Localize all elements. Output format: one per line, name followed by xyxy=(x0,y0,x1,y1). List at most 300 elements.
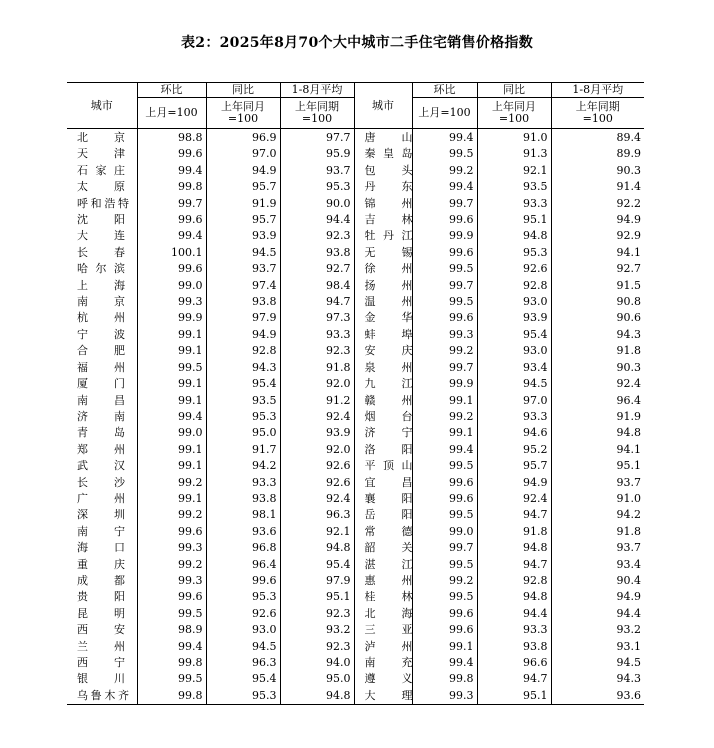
header-avg-left: 1-8月平均 xyxy=(280,83,354,98)
city-name-cell xyxy=(67,278,137,294)
avg-value-cell: 95.1 xyxy=(551,458,644,474)
mom-value-cell: 99.3 xyxy=(137,294,206,310)
table-row xyxy=(67,163,644,179)
avg-value-cell: 94.0 xyxy=(280,655,354,671)
city-name: 长 春 xyxy=(77,245,125,259)
avg-value-cell: 93.7 xyxy=(551,540,644,556)
city-name-cell xyxy=(354,557,412,573)
avg-value-cell: 92.9 xyxy=(551,228,644,244)
yoy-value-cell: 94.7 xyxy=(477,507,551,523)
city-name: 丹 东 xyxy=(364,180,412,194)
city-name: 南 昌 xyxy=(77,393,125,407)
avg-value-cell: 92.3 xyxy=(280,639,354,655)
yoy-value-cell: 94.6 xyxy=(477,425,551,441)
table-row xyxy=(67,589,644,605)
mom-value-cell: 98.8 xyxy=(137,129,206,147)
yoy-value-cell: 95.4 xyxy=(206,671,280,687)
city-name: 平 顶 山 xyxy=(364,459,412,473)
yoy-value-cell: 94.5 xyxy=(206,245,280,261)
mom-value-cell: 99.1 xyxy=(137,327,206,343)
mom-value-cell: 99.3 xyxy=(412,688,477,705)
city-name-cell xyxy=(67,639,137,655)
table-row xyxy=(67,245,644,261)
city-name-cell xyxy=(354,129,412,147)
yoy-value-cell: 94.8 xyxy=(477,540,551,556)
city-name: 宁 波 xyxy=(77,327,125,341)
city-name: 锦 州 xyxy=(364,196,412,210)
table-row xyxy=(67,278,644,294)
city-name: 泉 州 xyxy=(364,360,412,374)
price-index-table xyxy=(67,82,644,705)
yoy-value-cell: 95.2 xyxy=(477,442,551,458)
city-name-cell xyxy=(67,146,137,162)
avg-value-cell: 94.9 xyxy=(551,589,644,605)
header-avg-right: 1-8月平均 xyxy=(551,83,644,98)
mom-value-cell: 99.3 xyxy=(412,327,477,343)
avg-value-cell: 94.3 xyxy=(551,671,644,687)
mom-value-cell: 99.1 xyxy=(412,639,477,655)
city-name: 南 宁 xyxy=(77,524,125,538)
mom-value-cell: 99.4 xyxy=(412,442,477,458)
city-name-cell xyxy=(354,163,412,179)
table-row xyxy=(67,606,644,622)
avg-value-cell: 93.2 xyxy=(280,622,354,638)
mom-value-cell: 99.1 xyxy=(137,393,206,409)
mom-value-cell: 99.6 xyxy=(137,212,206,228)
city-name: 天 津 xyxy=(77,147,125,161)
city-name: 遵 义 xyxy=(364,672,412,686)
city-name: 烟 台 xyxy=(364,409,412,423)
table-row xyxy=(67,573,644,589)
city-name-cell xyxy=(67,475,137,491)
city-name-cell xyxy=(67,524,137,540)
subheader-mom-right: 上月=100 xyxy=(412,98,477,129)
city-name: 上 海 xyxy=(77,278,125,292)
city-name: 蚌 埠 xyxy=(364,327,412,341)
city-name: 福 州 xyxy=(77,360,125,374)
city-name: 贵 阳 xyxy=(77,590,125,604)
avg-value-cell: 97.3 xyxy=(280,310,354,326)
mom-value-cell: 99.6 xyxy=(412,475,477,491)
city-name: 吉 林 xyxy=(364,213,412,227)
yoy-value-cell: 93.0 xyxy=(477,294,551,310)
avg-value-cell: 92.4 xyxy=(280,409,354,425)
city-name-cell xyxy=(67,507,137,523)
mom-value-cell: 98.9 xyxy=(137,622,206,638)
mom-value-cell: 99.6 xyxy=(137,524,206,540)
city-name-cell xyxy=(67,540,137,556)
mom-value-cell: 99.5 xyxy=(137,671,206,687)
yoy-value-cell: 93.9 xyxy=(206,228,280,244)
yoy-value-cell: 93.9 xyxy=(477,310,551,326)
city-name-cell xyxy=(67,622,137,638)
city-name: 海 口 xyxy=(77,541,125,555)
city-name-cell xyxy=(67,425,137,441)
avg-value-cell: 90.8 xyxy=(551,294,644,310)
yoy-value-cell: 96.9 xyxy=(206,129,280,147)
mom-value-cell: 99.8 xyxy=(137,688,206,705)
city-name-cell xyxy=(67,245,137,261)
yoy-value-cell: 97.9 xyxy=(206,310,280,326)
mom-value-cell: 99.9 xyxy=(412,228,477,244)
yoy-value-cell: 97.0 xyxy=(206,146,280,162)
city-name-cell xyxy=(67,589,137,605)
yoy-value-cell: 93.0 xyxy=(206,622,280,638)
table-row xyxy=(67,458,644,474)
yoy-value-cell: 97.4 xyxy=(206,278,280,294)
mom-value-cell: 99.4 xyxy=(412,129,477,147)
city-name: 重 庆 xyxy=(77,557,125,571)
city-name: 安 庆 xyxy=(364,344,412,358)
city-name-cell xyxy=(354,458,412,474)
city-name: 北 海 xyxy=(364,606,412,620)
avg-value-cell: 94.7 xyxy=(280,294,354,310)
mom-value-cell: 99.6 xyxy=(412,491,477,507)
avg-value-cell: 93.4 xyxy=(551,557,644,573)
city-name-cell xyxy=(354,212,412,228)
city-name-cell xyxy=(354,179,412,195)
city-name-cell xyxy=(354,245,412,261)
mom-value-cell: 99.5 xyxy=(412,294,477,310)
city-name: 洛 阳 xyxy=(364,442,412,456)
yoy-value-cell: 95.3 xyxy=(206,688,280,705)
mom-value-cell: 99.7 xyxy=(412,278,477,294)
city-name-cell xyxy=(354,606,412,622)
mom-value-cell: 99.7 xyxy=(412,360,477,376)
city-name: 岳 阳 xyxy=(364,508,412,522)
city-name-cell xyxy=(67,196,137,212)
mom-value-cell: 99.3 xyxy=(137,540,206,556)
avg-value-cell: 90.3 xyxy=(551,360,644,376)
yoy-value-cell: 94.4 xyxy=(477,606,551,622)
avg-value-cell: 91.8 xyxy=(551,343,644,359)
mom-value-cell: 99.6 xyxy=(412,245,477,261)
city-name: 桂 林 xyxy=(364,590,412,604)
table-row xyxy=(67,639,644,655)
table-row xyxy=(67,425,644,441)
city-name: 无 锡 xyxy=(364,245,412,259)
city-name-cell xyxy=(354,360,412,376)
avg-value-cell: 92.0 xyxy=(280,376,354,392)
city-name: 郑 州 xyxy=(77,442,125,456)
yoy-value-cell: 94.9 xyxy=(206,163,280,179)
mom-value-cell: 99.1 xyxy=(137,491,206,507)
table-row xyxy=(67,360,644,376)
yoy-value-cell: 91.9 xyxy=(206,196,280,212)
city-name-cell xyxy=(67,228,137,244)
table-row xyxy=(67,261,644,277)
yoy-value-cell: 94.2 xyxy=(206,458,280,474)
mom-value-cell: 99.1 xyxy=(137,343,206,359)
table-row xyxy=(67,524,644,540)
avg-value-cell: 94.1 xyxy=(551,442,644,458)
city-name-cell xyxy=(67,294,137,310)
yoy-value-cell: 93.7 xyxy=(206,261,280,277)
mom-value-cell: 99.4 xyxy=(412,179,477,195)
table-row xyxy=(67,327,644,343)
avg-value-cell: 95.4 xyxy=(280,557,354,573)
city-name-cell xyxy=(67,327,137,343)
mom-value-cell: 99.2 xyxy=(137,557,206,573)
avg-value-cell: 94.5 xyxy=(551,655,644,671)
yoy-value-cell: 95.7 xyxy=(206,212,280,228)
avg-value-cell: 93.6 xyxy=(551,688,644,705)
yoy-value-cell: 91.3 xyxy=(477,146,551,162)
avg-value-cell: 95.0 xyxy=(280,671,354,687)
yoy-value-cell: 91.7 xyxy=(206,442,280,458)
city-name: 西 安 xyxy=(77,623,125,637)
mom-value-cell: 99.7 xyxy=(412,540,477,556)
city-name: 济 宁 xyxy=(364,426,412,440)
table-row xyxy=(67,491,644,507)
city-name: 南 京 xyxy=(77,295,125,309)
avg-value-cell: 92.0 xyxy=(280,442,354,458)
yoy-value-cell: 95.4 xyxy=(206,376,280,392)
avg-value-cell: 93.8 xyxy=(280,245,354,261)
header-yoy-right: 同比 xyxy=(477,83,551,98)
avg-value-cell: 93.1 xyxy=(551,639,644,655)
mom-value-cell: 99.4 xyxy=(137,228,206,244)
city-name: 青 岛 xyxy=(77,426,125,440)
mom-value-cell: 99.5 xyxy=(137,606,206,622)
header-city-right: 城市 xyxy=(354,83,412,129)
city-name: 大 理 xyxy=(364,688,412,702)
avg-value-cell: 92.2 xyxy=(551,196,644,212)
city-name: 三 亚 xyxy=(364,623,412,637)
avg-value-cell: 96.4 xyxy=(551,393,644,409)
city-name: 韶 关 xyxy=(364,541,412,555)
mom-value-cell: 99.4 xyxy=(137,639,206,655)
mom-value-cell: 99.4 xyxy=(137,163,206,179)
mom-value-cell: 99.8 xyxy=(137,179,206,195)
city-name: 惠 州 xyxy=(364,573,412,587)
header-city-left: 城市 xyxy=(67,83,137,129)
yoy-value-cell: 94.5 xyxy=(477,376,551,392)
table-row xyxy=(67,688,644,705)
mom-value-cell: 99.0 xyxy=(137,278,206,294)
yoy-value-cell: 99.6 xyxy=(206,573,280,589)
city-name-cell xyxy=(354,228,412,244)
yoy-value-cell: 93.8 xyxy=(206,491,280,507)
city-name-cell xyxy=(67,212,137,228)
city-name-cell xyxy=(67,261,137,277)
city-name: 呼 和 浩 特 xyxy=(77,196,129,210)
mom-value-cell: 99.1 xyxy=(137,376,206,392)
avg-value-cell: 89.4 xyxy=(551,129,644,147)
avg-value-cell: 91.5 xyxy=(551,278,644,294)
table-row xyxy=(67,294,644,310)
avg-value-cell: 93.3 xyxy=(280,327,354,343)
mom-value-cell: 99.7 xyxy=(412,196,477,212)
mom-value-cell: 99.8 xyxy=(412,671,477,687)
mom-value-cell: 99.5 xyxy=(412,589,477,605)
city-name: 常 德 xyxy=(364,524,412,538)
city-name-cell xyxy=(354,294,412,310)
city-name: 泸 州 xyxy=(364,639,412,653)
table-row xyxy=(67,557,644,573)
yoy-value-cell: 92.6 xyxy=(477,261,551,277)
table-row xyxy=(67,129,644,147)
header-mom-left: 环比 xyxy=(137,83,206,98)
yoy-value-cell: 91.0 xyxy=(477,129,551,147)
mom-value-cell: 99.5 xyxy=(412,458,477,474)
avg-value-cell: 94.4 xyxy=(551,606,644,622)
table-row xyxy=(67,146,644,162)
yoy-value-cell: 94.9 xyxy=(206,327,280,343)
city-name: 合 肥 xyxy=(77,344,125,358)
city-name-cell xyxy=(354,261,412,277)
avg-value-cell: 93.9 xyxy=(280,425,354,441)
avg-value-cell: 94.3 xyxy=(551,327,644,343)
avg-value-cell: 92.6 xyxy=(280,475,354,491)
avg-value-cell: 93.7 xyxy=(551,475,644,491)
yoy-value-cell: 92.1 xyxy=(477,163,551,179)
city-name-cell xyxy=(67,655,137,671)
yoy-value-cell: 96.6 xyxy=(477,655,551,671)
avg-value-cell: 94.1 xyxy=(551,245,644,261)
mom-value-cell: 99.1 xyxy=(412,425,477,441)
city-name: 金 华 xyxy=(364,311,412,325)
city-name-cell xyxy=(354,376,412,392)
avg-value-cell: 93.2 xyxy=(551,622,644,638)
table-row xyxy=(67,409,644,425)
city-name-cell xyxy=(354,540,412,556)
city-name: 哈 尔 滨 xyxy=(77,262,125,276)
city-name: 厦 门 xyxy=(77,377,125,391)
mom-value-cell: 99.2 xyxy=(412,573,477,589)
city-name-cell xyxy=(354,589,412,605)
mom-value-cell: 99.2 xyxy=(412,343,477,359)
city-name-cell xyxy=(67,376,137,392)
avg-value-cell: 90.6 xyxy=(551,310,644,326)
city-name-cell xyxy=(354,524,412,540)
city-name: 西 宁 xyxy=(77,656,125,669)
yoy-value-cell: 95.7 xyxy=(206,179,280,195)
city-name: 武 汉 xyxy=(77,459,125,473)
city-name-cell xyxy=(354,425,412,441)
mom-value-cell: 99.5 xyxy=(412,261,477,277)
avg-value-cell: 94.2 xyxy=(551,507,644,523)
mom-value-cell: 99.6 xyxy=(412,310,477,326)
city-name: 深 圳 xyxy=(77,508,125,522)
header-yoy-left: 同比 xyxy=(206,83,280,98)
avg-value-cell: 89.9 xyxy=(551,146,644,162)
mom-value-cell: 99.7 xyxy=(137,196,206,212)
avg-value-cell: 92.3 xyxy=(280,343,354,359)
yoy-value-cell: 96.4 xyxy=(206,557,280,573)
mom-value-cell: 99.4 xyxy=(412,655,477,671)
city-name-cell xyxy=(354,622,412,638)
city-name: 温 州 xyxy=(364,295,412,309)
table-row xyxy=(67,507,644,523)
yoy-value-cell: 93.8 xyxy=(477,639,551,655)
city-name-cell xyxy=(67,573,137,589)
yoy-value-cell: 93.0 xyxy=(477,343,551,359)
city-name-cell xyxy=(67,393,137,409)
avg-value-cell: 92.3 xyxy=(280,606,354,622)
table-row xyxy=(67,196,644,212)
table-row xyxy=(67,310,644,326)
city-name: 唐 山 xyxy=(364,131,412,144)
yoy-value-cell: 95.0 xyxy=(206,425,280,441)
yoy-value-cell: 92.8 xyxy=(477,278,551,294)
city-name: 乌 鲁 木 齐 xyxy=(77,688,129,702)
city-name-cell xyxy=(354,327,412,343)
mom-value-cell: 99.4 xyxy=(137,409,206,425)
city-name-cell xyxy=(354,278,412,294)
city-name-cell xyxy=(67,557,137,573)
city-name: 杭 州 xyxy=(77,311,125,325)
subheader-yoy-left: 上年同月 =100 xyxy=(206,98,280,129)
avg-value-cell: 94.9 xyxy=(551,212,644,228)
mom-value-cell: 99.3 xyxy=(137,573,206,589)
mom-value-cell: 99.9 xyxy=(412,376,477,392)
mom-value-cell: 99.2 xyxy=(137,507,206,523)
yoy-value-cell: 92.6 xyxy=(206,606,280,622)
mom-value-cell: 99.0 xyxy=(137,425,206,441)
city-name-cell xyxy=(354,475,412,491)
avg-value-cell: 95.3 xyxy=(280,179,354,195)
yoy-value-cell: 96.3 xyxy=(206,655,280,671)
city-name-cell xyxy=(67,343,137,359)
yoy-value-cell: 92.8 xyxy=(206,343,280,359)
city-name: 徐 州 xyxy=(364,262,412,276)
yoy-value-cell: 91.8 xyxy=(477,524,551,540)
mom-value-cell: 99.5 xyxy=(412,146,477,162)
yoy-value-cell: 93.3 xyxy=(477,196,551,212)
mom-value-cell: 99.5 xyxy=(137,360,206,376)
city-name: 沈 阳 xyxy=(77,213,125,227)
city-name-cell xyxy=(67,409,137,425)
city-name-cell xyxy=(354,491,412,507)
table-row xyxy=(67,475,644,491)
yoy-value-cell: 94.7 xyxy=(477,557,551,573)
avg-value-cell: 97.7 xyxy=(280,129,354,147)
avg-value-cell: 91.8 xyxy=(551,524,644,540)
city-name: 济 南 xyxy=(77,409,125,423)
avg-value-cell: 90.0 xyxy=(280,196,354,212)
city-name: 包 头 xyxy=(364,163,412,177)
city-name-cell xyxy=(67,491,137,507)
mom-value-cell: 99.1 xyxy=(137,442,206,458)
table-row xyxy=(67,622,644,638)
yoy-value-cell: 95.1 xyxy=(477,688,551,705)
city-name-cell xyxy=(67,442,137,458)
avg-value-cell: 92.6 xyxy=(280,458,354,474)
city-name-cell xyxy=(354,507,412,523)
yoy-value-cell: 94.8 xyxy=(477,228,551,244)
city-name-cell xyxy=(67,688,137,705)
table-row xyxy=(67,393,644,409)
mom-value-cell: 99.6 xyxy=(412,212,477,228)
mom-value-cell: 99.9 xyxy=(137,310,206,326)
mom-value-cell: 99.2 xyxy=(137,475,206,491)
avg-value-cell: 93.7 xyxy=(280,163,354,179)
city-name-cell xyxy=(354,393,412,409)
avg-value-cell: 92.7 xyxy=(551,261,644,277)
yoy-value-cell: 93.3 xyxy=(477,622,551,638)
city-name: 襄 阳 xyxy=(364,491,412,505)
yoy-value-cell: 92.4 xyxy=(477,491,551,507)
table-row xyxy=(67,212,644,228)
yoy-value-cell: 96.8 xyxy=(206,540,280,556)
yoy-value-cell: 95.3 xyxy=(206,409,280,425)
city-name: 石 家 庄 xyxy=(77,163,125,177)
table-row xyxy=(67,655,644,671)
avg-value-cell: 97.9 xyxy=(280,573,354,589)
yoy-value-cell: 93.6 xyxy=(206,524,280,540)
yoy-value-cell: 94.3 xyxy=(206,360,280,376)
